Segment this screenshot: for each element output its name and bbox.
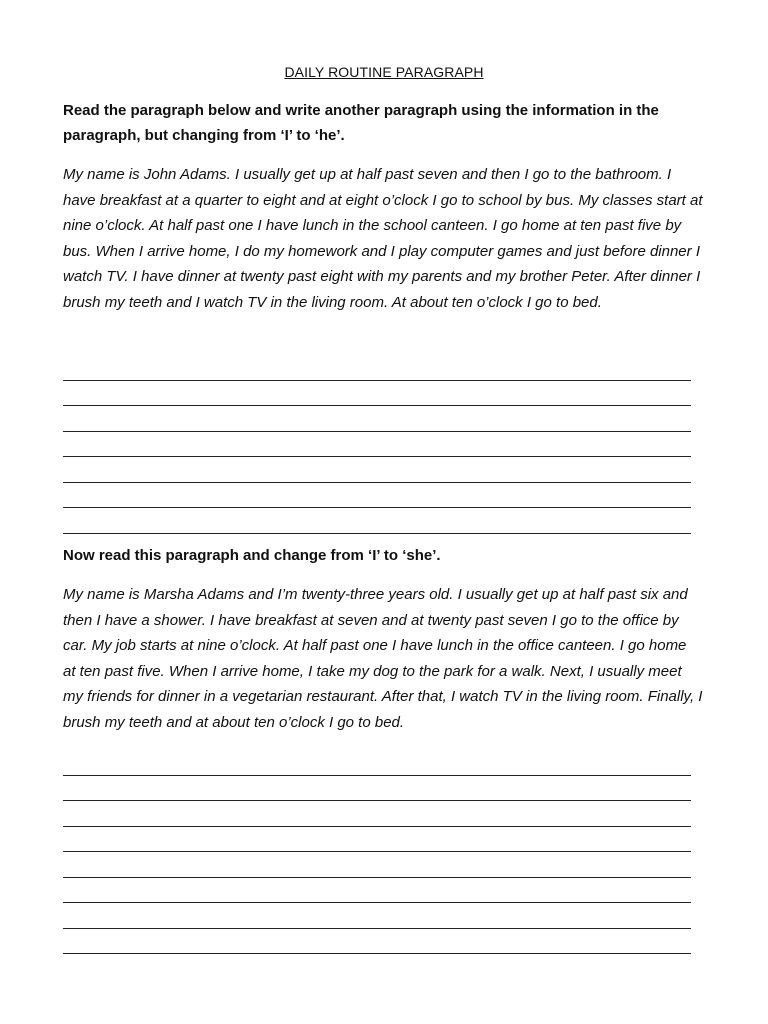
answer-line[interactable] bbox=[63, 776, 691, 802]
answer-line[interactable] bbox=[63, 406, 691, 432]
answer-line[interactable] bbox=[63, 929, 691, 955]
task1-paragraph: My name is John Adams. I usually get up at half past seven and then I go to the bathroom. I have breakfast at a quarter to eight and at eight o’clock I go to school by bus. My classes start at nine o’clock. At half past one I have lunch in the school canteen. I go home at ten past five by bus. When I arrive home, I do my homework and I play computer games and just before dinner I watch TV. I have dinner at twenty past eight with my parents and my brother Peter. After dinner I brush my teeth and I watch TV in the living room. At about ten o’clock I go to bed. bbox=[63, 166, 703, 311]
answer-line[interactable] bbox=[63, 457, 691, 483]
answer-line[interactable] bbox=[63, 750, 691, 776]
answer-line[interactable] bbox=[63, 381, 691, 407]
worksheet-title: DAILY ROUTINE PARAGRAPH bbox=[284, 64, 484, 80]
task2-paragraph: My name is Marsha Adams and I’m twenty-three years old. I usually get up at half past six and then I have a shower. I have breakfast at seven and at twenty past seven I go to the office by car. My job starts at nine o’clock. At half past one I have lunch in the office canteen. I go home at ten past five. When I arrive home, I take my dog to the park for a walk. Next, I usually meet my friends for dinner in a vegetarian restaurant. After that, I watch TV in the living room. Finally, I brush my teeth and at about ten o’clock I go to bed. bbox=[63, 586, 703, 731]
answer-line[interactable] bbox=[63, 827, 691, 853]
answer-line[interactable] bbox=[63, 878, 691, 904]
answer-line[interactable] bbox=[63, 852, 691, 878]
task2-instruction: Now read this paragraph and change from ‘I’ to ‘she’. bbox=[63, 547, 441, 564]
answer-line[interactable] bbox=[63, 801, 691, 827]
answer-line[interactable] bbox=[63, 432, 691, 458]
answer-line[interactable] bbox=[63, 483, 691, 509]
task1-answer-lines[interactable] bbox=[63, 355, 691, 534]
answer-line[interactable] bbox=[63, 508, 691, 534]
task2-answer-lines[interactable] bbox=[63, 750, 691, 954]
task1-instruction: Read the paragraph below and write another paragraph using the information in the paragraph, but changing from ‘I’ to ‘he’. bbox=[63, 102, 659, 144]
answer-line[interactable] bbox=[63, 903, 691, 929]
answer-line[interactable] bbox=[63, 355, 691, 381]
